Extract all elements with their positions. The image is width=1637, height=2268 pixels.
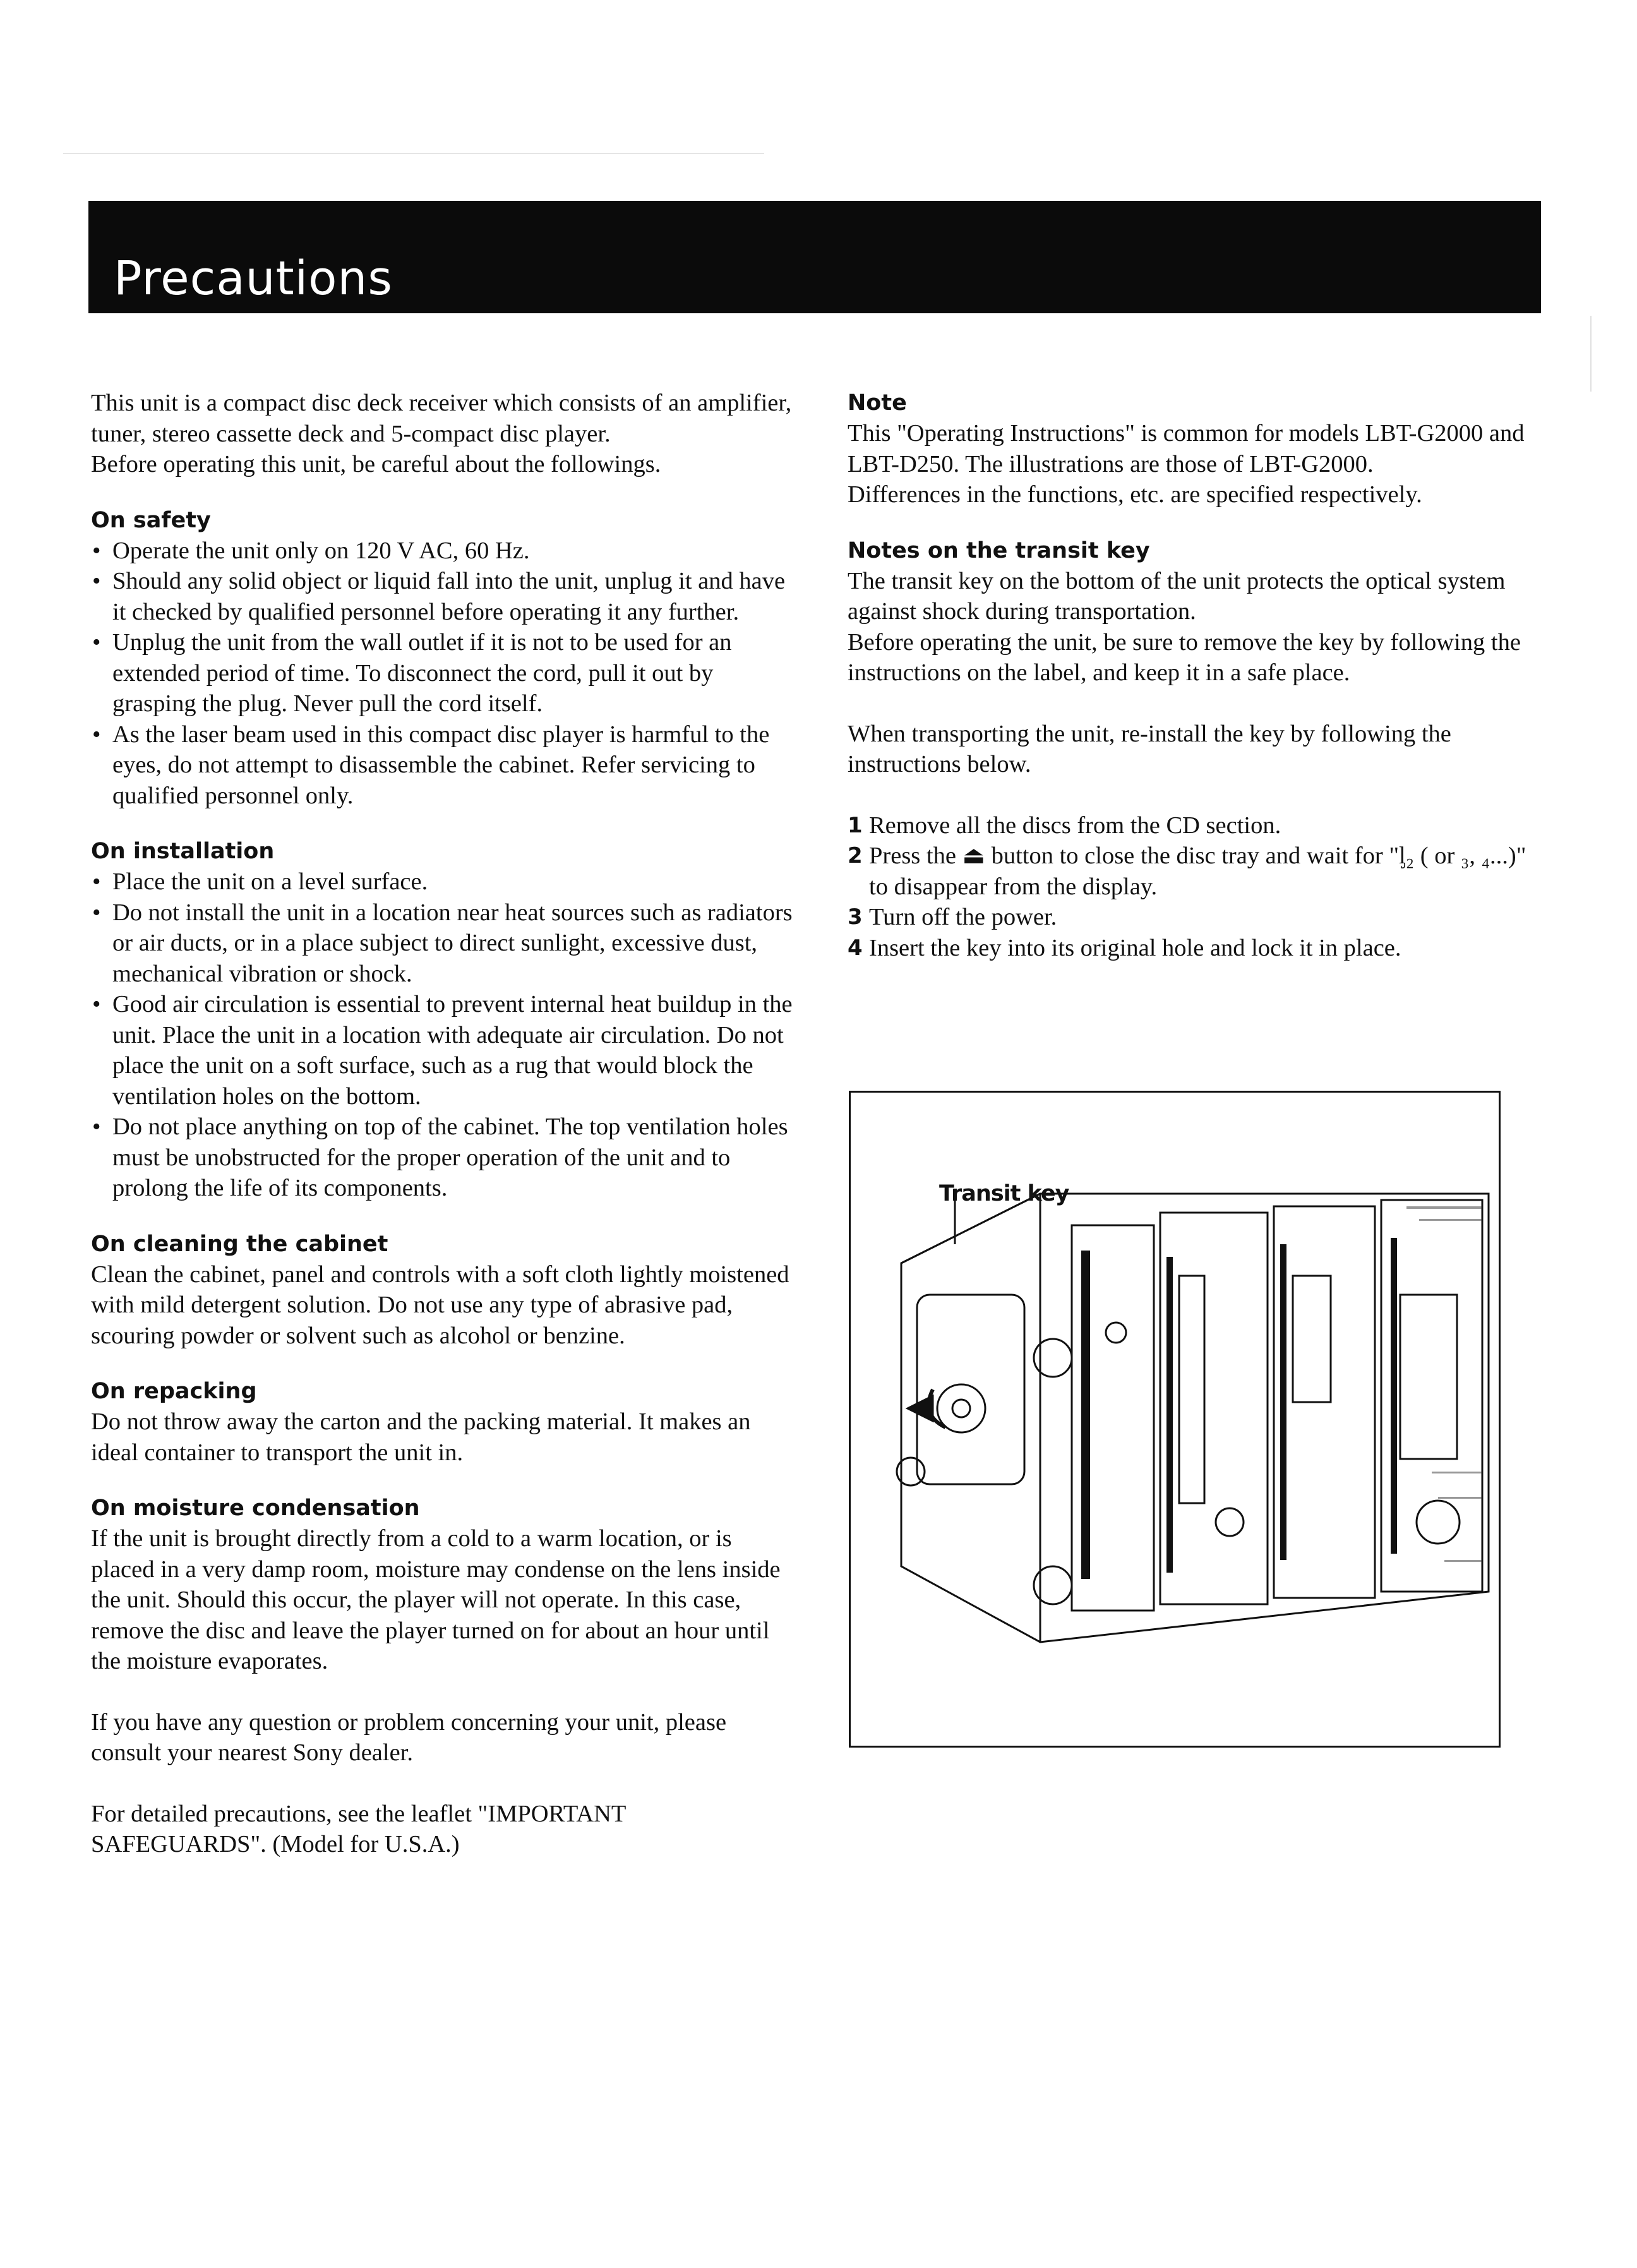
step-number: 2 (848, 843, 863, 868)
step-item (848, 902, 1542, 933)
step-text: Turn off the power. (869, 904, 1057, 930)
safety-list (91, 536, 798, 812)
intro-paragraph: Before operating this unit, be careful about the followings. (91, 451, 661, 477)
installation-heading: On installation (91, 839, 275, 864)
moisture-text: If the unit is brought directly from a cold to a warm location, or is placed in a very damp room, moisture may condense on the lens inside the unit. Should this occur, the player will not operate. In this case, remove the disc and leave the player turned on for about an hour until the moisture evaporates. (91, 1525, 781, 1674)
cleaning-text: Clean the cabinet, panel and controls with a soft cloth lightly moistened with mild detergent solution. Do not use any type of abrasive pad, scouring powder or solvent such as alcohol or benzine. (91, 1261, 789, 1349)
transit-heading: Notes on the transit key (848, 537, 1150, 563)
safety-item: • Should any solid object or liquid fall into the unit, unplug it and have it checked by qualified personnel before operating it any further. (91, 566, 798, 627)
safety-item: • Unplug the unit from the wall outlet if it is not to be used for an extended period of time. To disconnect the cord, pull it out by grasping the plug. Never pull the cord itself. (91, 627, 798, 719)
title-banner (88, 201, 1541, 313)
step-number: 3 (848, 904, 863, 930)
installation-item: • Good air circulation is essential to prevent internal heat buildup in the unit. Place the unit in a location with adequate air circulation. Do not place the unit on a soft surface, such as a rug that would block the ventilation holes on the bottom. (91, 989, 798, 1112)
transit-steps (848, 810, 1542, 964)
installation-item: • Do not place anything on top of the cabinet. The top ventilation holes must be unobstructed for the proper operation of the unit and to prolong the life of its components. (91, 1112, 798, 1204)
page-title: Precautions (114, 251, 393, 306)
installation-item: • Place the unit on a level surface. (91, 867, 798, 897)
step-text: Insert the key into its original hole and lock it in place. (869, 934, 1401, 961)
safety-item: • As the laser beam used in this compact disc player is harmful to the eyes, do not attempt to disassemble the cabinet. Refer servicing to qualified personnel only. (91, 719, 798, 812)
transit-key-label: Transit key (939, 1181, 1069, 1206)
installation-list (91, 867, 798, 1204)
repacking-text: Do not throw away the carton and the packing material. It makes an ideal container to transport the unit in. (91, 1408, 751, 1466)
step-text: Press the ⏏ button to close the disc tray and wait for "ᶅ₂ ( or ₃, ₄...)" to disappear from the display. (869, 843, 1526, 900)
safety-item: • Operate the unit only on 120 V AC, 60 Hz. (91, 536, 798, 567)
cleaning-heading: On cleaning the cabinet (91, 1231, 388, 1257)
step-number: 1 (848, 812, 863, 838)
note-text: Differences in the functions, etc. are specified respectively. (848, 481, 1422, 508)
step-item (848, 933, 1542, 964)
transit-text: When transporting the unit, re-install the key by following the instructions below. (848, 720, 1451, 777)
right-column (848, 388, 1542, 963)
transit-key-figure (849, 1091, 1501, 1748)
installation-item: • Do not install the unit in a location near heat sources such as radiators or air ducts, or in a place subject to direct sunlight, excessive dust, mechanical vibration or shock. (91, 897, 798, 990)
transit-text: Before operating the unit, be sure to remove the key by following the instructions on the label, and keep it in a safe place. (848, 628, 1521, 686)
step-item (848, 810, 1542, 841)
intro-paragraph: This unit is a compact disc deck receiver which consists of an amplifier, tuner, stereo cassette deck and 5-compact disc player. (91, 390, 792, 447)
left-column (91, 388, 798, 1860)
transit-text: The transit key on the bottom of the unit protects the optical system against shock during transportation. (848, 567, 1506, 625)
safeguards-note: For detailed precautions, see the leaflet "IMPORTANT SAFEGUARDS". (Model for U.S.A.) (91, 1800, 626, 1857)
note-text: This "Operating Instructions" is common for models LBT-G2000 and LBT-D250. The illustrations are those of LBT-G2000. (848, 420, 1525, 477)
safety-heading: On safety (91, 507, 211, 533)
step-text: Remove all the discs from the CD section. (869, 812, 1281, 839)
step-number: 4 (848, 935, 863, 961)
repacking-heading: On repacking (91, 1379, 257, 1404)
scan-artifact-line (63, 153, 764, 154)
moisture-heading: On moisture condensation (91, 1496, 420, 1521)
dealer-note: If you have any question or problem concerning your unit, please consult your nearest Sony dealer. (91, 1708, 727, 1766)
step-item (848, 841, 1542, 902)
scan-artifact-edge (1590, 316, 1592, 392)
note-heading: Note (848, 390, 907, 416)
